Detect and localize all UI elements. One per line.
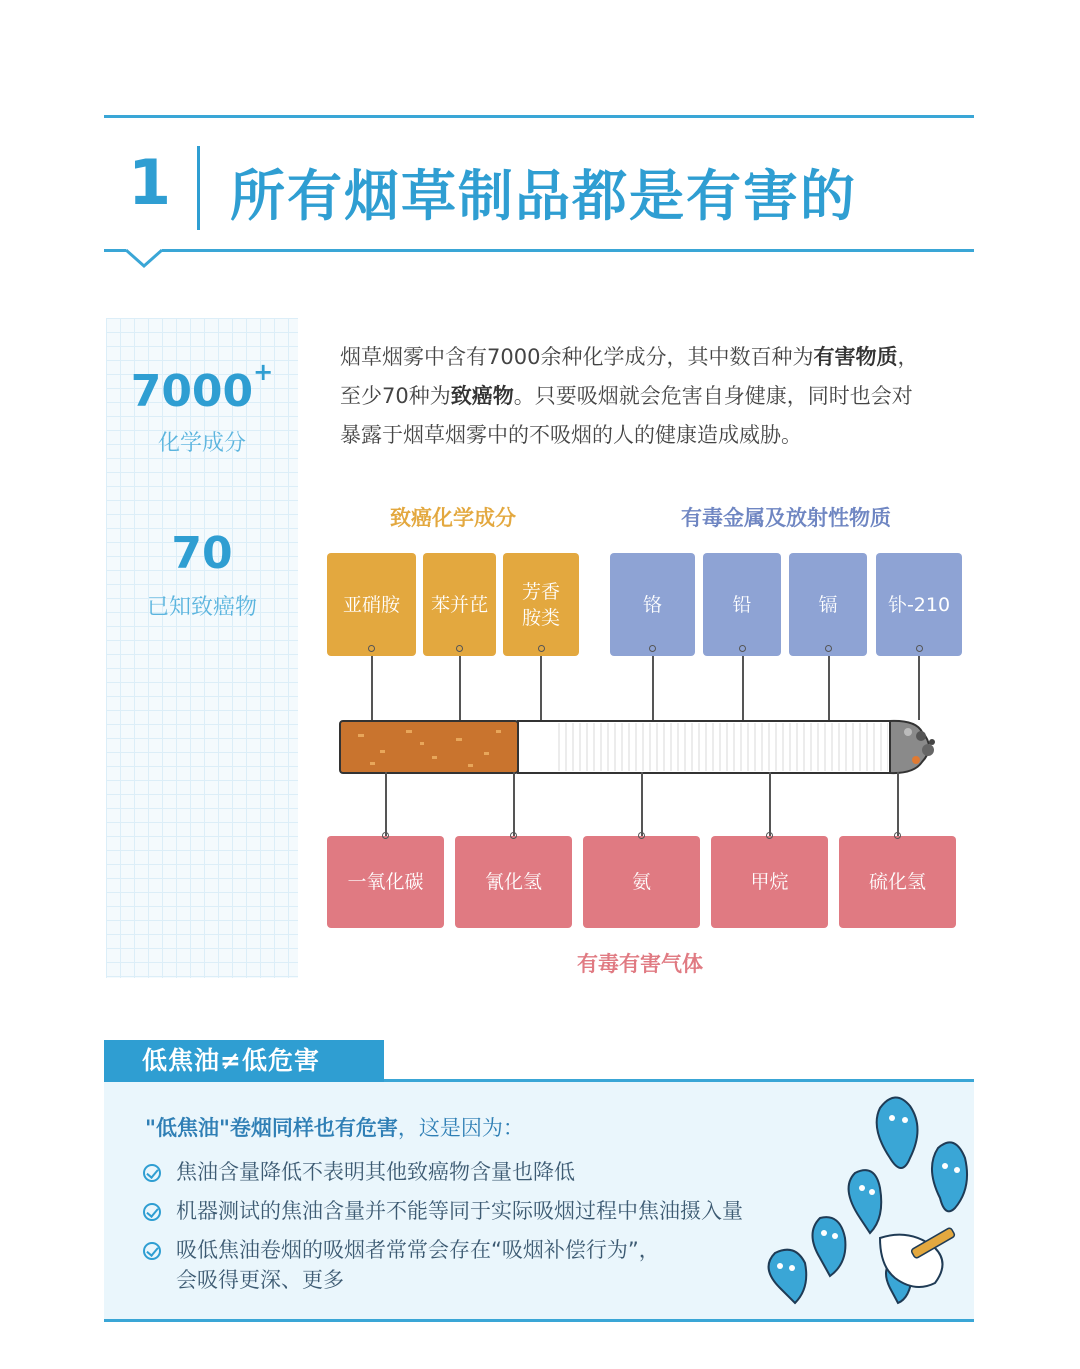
metal-box-chromium: 铬	[610, 553, 695, 656]
connector-line	[897, 772, 899, 836]
metal-box-lead: 铅	[703, 553, 781, 656]
connector-line	[540, 656, 542, 720]
connector-line	[385, 772, 387, 836]
connector-line	[371, 656, 373, 720]
connector-line	[769, 772, 771, 836]
header-bottom-rule-right	[162, 249, 974, 252]
low-tar-item-continued: 会吸得更深、更多	[176, 1268, 344, 1292]
stat-chemicals-value: 7000+	[130, 358, 274, 417]
connector-line	[742, 656, 744, 720]
smoke-ghost-illustration	[760, 1088, 974, 1320]
gas-box-hydrogen-sulfide: 硫化氢	[839, 836, 956, 928]
check-icon	[143, 1203, 161, 1221]
low-tar-heading: "低焦油"卷烟同样也有危害，这是因为：	[145, 1116, 524, 1140]
stat-chemicals-label: 化学成分	[157, 431, 246, 456]
connector-line	[641, 772, 643, 836]
stats-panel	[106, 318, 298, 978]
connector-line	[918, 656, 920, 720]
header-bottom-rule-left	[104, 249, 126, 252]
low-tar-item: 焦油含量降低不表明其他致癌物含量也降低	[176, 1160, 575, 1184]
connector-line	[828, 656, 830, 720]
carcinogen-box-aromatic-amines: 芳香胺类	[503, 553, 579, 656]
gas-box-hydrogen-cyanide: 氰化氢	[455, 836, 572, 928]
stat-carcinogens-label: 已知致癌物	[146, 595, 257, 620]
connector-line	[459, 656, 461, 720]
check-icon	[143, 1242, 161, 1260]
gas-box-ammonia: 氨	[583, 836, 700, 928]
section-number: 1	[128, 146, 172, 219]
carcinogens-title: 致癌化学成分	[390, 506, 516, 530]
gas-box-methane: 甲烷	[711, 836, 828, 928]
low-tar-rule	[384, 1079, 974, 1082]
metal-box-cadmium: 镉	[789, 553, 867, 656]
intro-paragraph: 烟草烟雾中含有7000余种化学成分，其中数百种为有害物质， 至少70种为致癌物。只要吸烟就会危害自身健康，同时也会对 暴露于烟草烟雾中的不吸烟的人的健康造成威胁。	[340, 345, 919, 447]
metal-box-polonium: 钋-210	[876, 553, 962, 656]
low-tar-item: 机器测试的焦油含量并不能等同于实际吸烟过程中焦油摄入量	[176, 1199, 743, 1223]
connector-line	[652, 656, 654, 720]
connector-line	[513, 772, 515, 836]
page-title: 所有烟草制品都是有害的	[230, 164, 858, 228]
check-icon	[143, 1164, 161, 1182]
gas-box-carbon-monoxide: 一氧化碳	[327, 836, 444, 928]
low-tar-tab: 低焦油≠低危害	[104, 1040, 384, 1082]
low-tar-item: 吸低焦油卷烟的吸烟者常常会存在“吸烟补偿行为”，	[176, 1238, 660, 1262]
carcinogen-box-benzopyrene: 苯并芘	[423, 553, 496, 656]
metals-title: 有毒金属及放射性物质	[681, 506, 891, 530]
top-rule	[104, 115, 974, 118]
stat-carcinogens-value: 70	[171, 528, 233, 579]
gases-title: 有毒有害气体	[577, 952, 703, 976]
header-divider	[197, 146, 200, 230]
carcinogen-box-nitrosamine: 亚硝胺	[327, 553, 416, 656]
header-notch-icon	[124, 249, 164, 269]
